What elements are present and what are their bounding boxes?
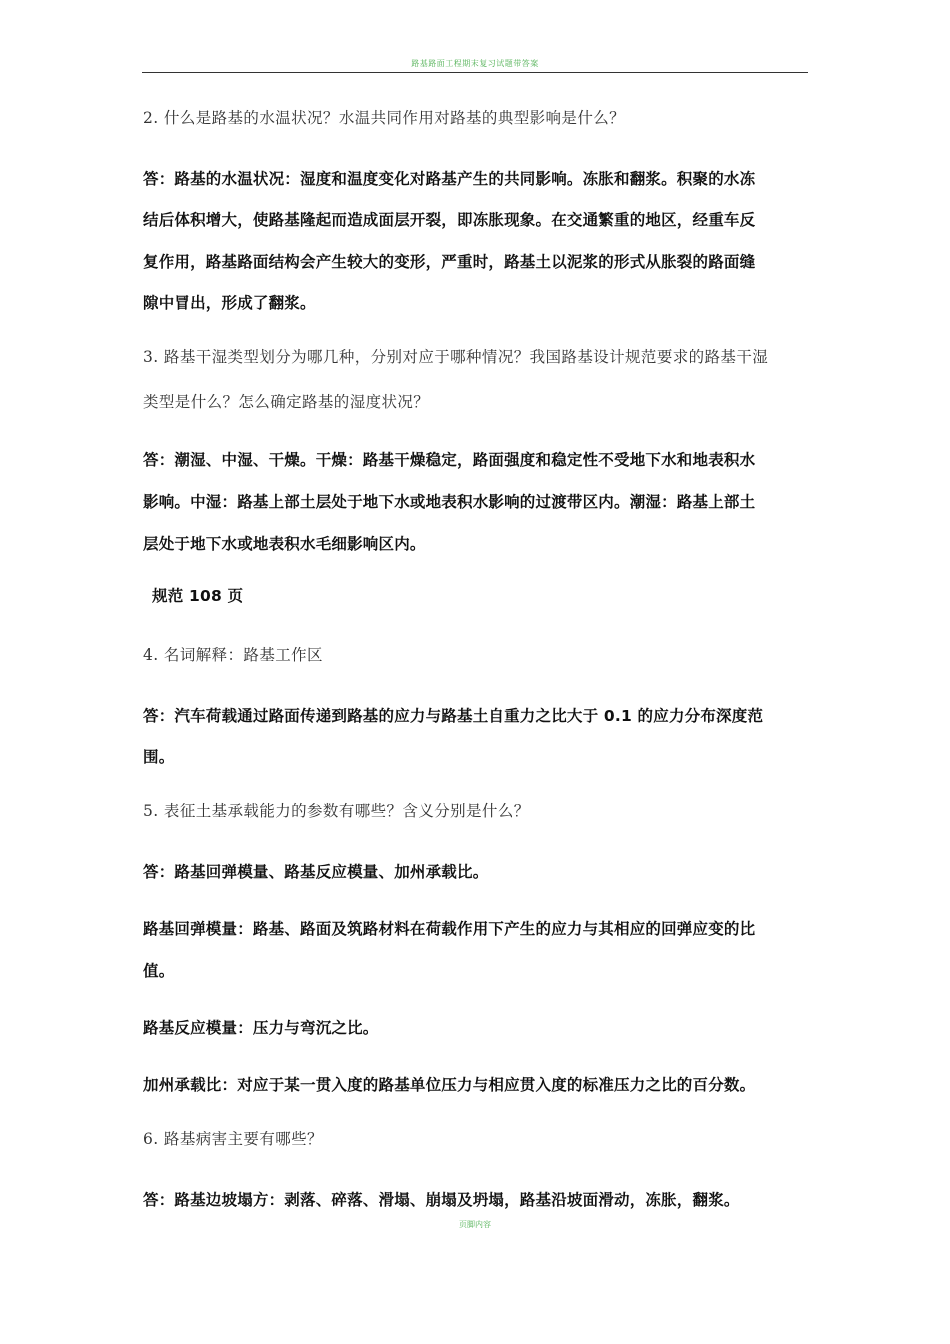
answer-5-definition-1-line-1: 路基回弹模量：路基、路面及筑路材料在荷载作用下产生的应力与其相应的回弹应变的比	[143, 920, 756, 938]
question-5-line-1: 5. 表征土基承载能力的参数有哪些？含义分别是什么？	[143, 802, 530, 820]
answer-5-definition-3: 加州承载比：对应于某一贯入度的路基单位压力与相应贯入度的标准压力之比的百分数。	[143, 1076, 756, 1094]
answer-4-line-2: 围。	[143, 748, 175, 766]
answer-6-line-1: 答：路基边坡塌方：剥落、碎落、滑塌、崩塌及坍塌，路基沿坡面滑动，冻胀，翻浆。	[143, 1191, 740, 1209]
answer-3-line-2: 影响。中湿：路基上部土层处于地下水或地表积水影响的过渡带区内。潮湿：路基上部土	[143, 493, 756, 511]
question-3-line-2: 类型是什么？怎么确定路基的湿度状况？	[143, 393, 430, 411]
page-header: 路基路面工程期末复习试题带答案	[411, 59, 539, 68]
answer-2-line-4: 隙中冒出，形成了翻浆。	[143, 294, 316, 312]
answer-2-line-2: 结后体积增大，使路基隆起而造成面层开裂，即冻胀现象。在交通繁重的地区，经重车反	[143, 211, 756, 229]
reference-note: 规范 108 页	[152, 587, 244, 605]
answer-3-line-1: 答：潮湿、中湿、干燥。干燥：路基干燥稳定，路面强度和稳定性不受地下水和地表积水	[143, 451, 756, 469]
question-3-line-1: 3. 路基干湿类型划分为哪几种，分别对应于哪种情况？我国路基设计规范要求的路基干湿	[143, 348, 769, 366]
question-6-line-1: 6. 路基病害主要有哪些？	[143, 1130, 323, 1148]
page-footer: 页脚内容	[459, 1220, 491, 1229]
answer-5-definition-1-line-2: 值。	[143, 962, 175, 980]
header-rule	[142, 72, 808, 73]
answer-3-line-3: 层处于地下水或地表积水毛细影响区内。	[143, 535, 426, 553]
answer-2-line-3: 复作用，路基路面结构会产生较大的变形，严重时，路基土以泥浆的形式从胀裂的路面缝	[143, 253, 756, 271]
answer-4-line-1: 答：汽车荷载通过路面传递到路基的应力与路基土自重力之比大于 0.1 的应力分布深度范	[143, 707, 764, 725]
answer-5-definition-2: 路基反应模量：压力与弯沉之比。	[143, 1019, 379, 1037]
answer-2-line-1: 答：路基的水温状况：湿度和温度变化对路基产生的共同影响。冻胀和翻浆。积聚的水冻	[143, 170, 756, 188]
question-4-line-1: 4. 名词解释：路基工作区	[143, 646, 323, 664]
question-2-line-1: 2. 什么是路基的水温状况？水温共同作用对路基的典型影响是什么？	[143, 109, 626, 127]
answer-5-line-1: 答：路基回弹模量、路基反应模量、加州承载比。	[143, 863, 489, 881]
